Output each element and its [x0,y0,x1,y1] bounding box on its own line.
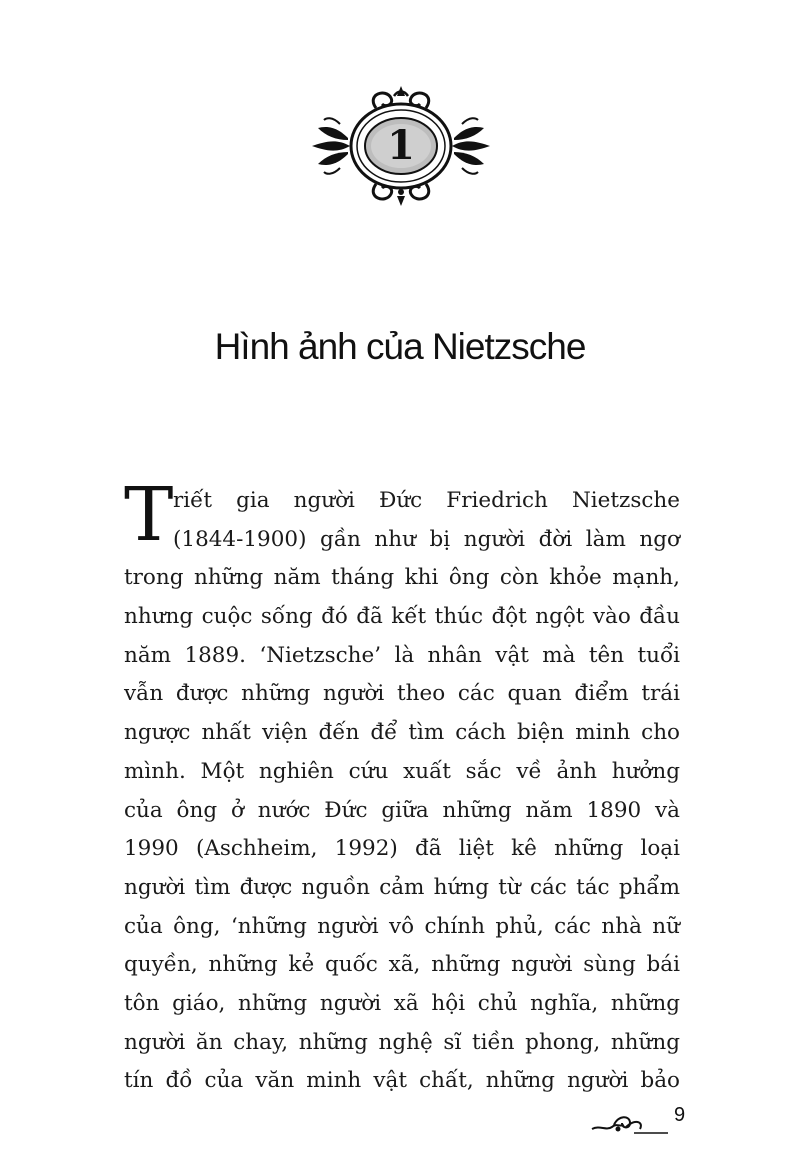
paragraph-line: tôn giáo, những người xã hội chủ nghĩa, những [124,990,680,1016]
paragraph-line: trong những năm tháng khi ông còn khỏe mạnh, [124,565,680,591]
page-number: 9 [674,1104,686,1126]
chapter-title: Hình ảnh của Nietzsche [214,326,586,367]
paragraph-line: nhưng cuộc sống đó đã kết thúc đột ngột vào đầu [124,604,680,630]
paragraph-line: vẫn được những người theo các quan điểm trái [124,681,680,707]
paragraph-line: người tìm được nguồn cảm hứng từ các tác phẩm [124,874,680,900]
paragraph-line: ngược nhất viện đến để tìm cách biện minh cho [124,720,680,746]
paragraph-line: quyền, những kẻ quốc xã, những người sùng bái [124,952,680,978]
body-text [124,482,680,1101]
chapter-number: 1 [387,122,415,169]
drop-cap: T [124,472,174,558]
paragraph-line: của ông ở nước Đức giữa những năm 1890 và [124,797,680,823]
flourish-icon [590,1107,670,1137]
paragraph-line: 1990 (Aschheim, 1992) đã liệt kê những loại [124,836,680,862]
paragraph-line: riết gia người Đức Friedrich Nietzsche [173,488,680,513]
paragraph-line: (1844-1900) gần như bị người đời làm ngơ [173,526,680,552]
paragraph-line: tín đồ của văn minh vật chất, những người bảo [124,1068,680,1094]
paragraph-line: của ông, ‘những người vô chính phủ, các nhà nữ [124,913,680,939]
chapter-ornament [306,84,496,208]
paragraph-line: năm 1889. ‘Nietzsche’ là nhân vật mà tên tuổi [124,642,680,668]
paragraph-line: mình. Một nghiên cứu xuất sắc về ảnh hưởng [124,758,680,784]
paragraph-line: người ăn chay, những nghệ sĩ tiền phong, những [124,1029,680,1055]
footer-ornament [590,1107,670,1137]
